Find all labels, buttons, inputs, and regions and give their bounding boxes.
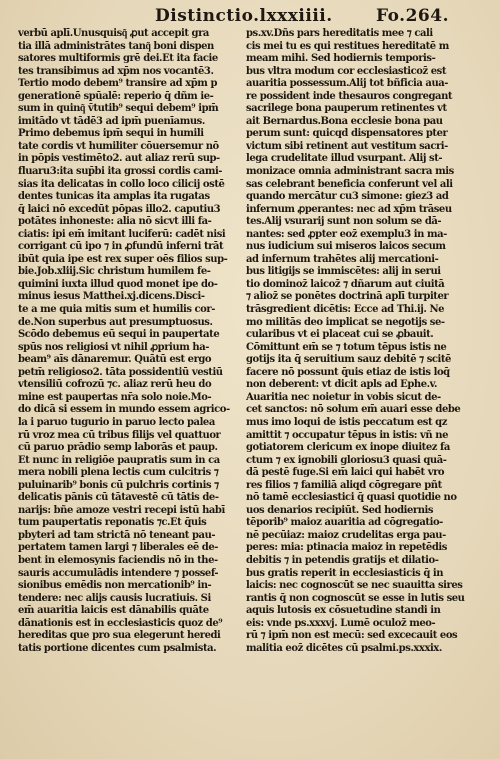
text-line: q̄ laici nō excedūt pōpas illo2. caputiu3 — [18, 203, 221, 215]
text-line: auaritia possessum.Alij tot bñficia aua- — [246, 78, 448, 90]
text-line: bent in elemosynis faciendis nō in the- — [18, 554, 218, 566]
text-line: peres: mia: ptinacia maioz in repetēdis — [246, 542, 447, 554]
text-line: narijs: bñe amoze vestri recepi istū habī — [18, 504, 225, 516]
text-line: puluinarib⁹ bonis cū pulchris cortinis ⁊ — [18, 479, 219, 491]
text-line: beam⁹ aīs dānaremur. Quātū est ergo — [18, 354, 212, 366]
text-line: lega crudelitate illud vsurpant. Alij st- — [246, 153, 443, 165]
text-line: nō tamē ecclesiastici q̄ quasi quotidie no — [246, 492, 457, 504]
text-line: bus litigijs se immiscētes: alij in serui — [246, 266, 441, 278]
text-line: Tertio modo debem⁹ transire ad xp̄m p — [18, 78, 217, 90]
text-line: quando mercātur cu3 simone: giez3 ad — [246, 191, 449, 203]
folio-number: Fo.264. — [376, 6, 450, 26]
text-line: pertatem tamen largi ⁊ liberales eē de- — [18, 542, 218, 554]
text-line: sionibus emēdis non mercationib⁹ in- — [18, 580, 212, 592]
text-line: ctum ⁊ ex ignobili gloriosu3 quasi quā- — [246, 454, 447, 466]
text-line: rantis q̄ non cognoscūt se esse in lutis seu — [246, 592, 465, 604]
text-line: Auaritia nec noietur in vobis sicut de- — [246, 391, 441, 403]
text-line: ⁊ alioz̄ se ponētes doctrinā aplī turpiter — [246, 291, 449, 303]
text-line: tes transibimus ad xp̄m nos vocantē3. — [18, 65, 214, 77]
text-line: potātes inhoneste: alia nō sicvt illi fa- — [18, 216, 212, 228]
text-line: ad infernum trahētes alij mercationi- — [246, 253, 439, 265]
text-line: in pōpis vestimēto2. aut aliaz rerū sup- — [18, 153, 220, 165]
text-line: generationē spūalē: reperio q̄ dñm ie- — [18, 90, 214, 102]
text-line: hereditas que pro sua elegerunt heredi — [18, 630, 221, 642]
text-line: re possident inde thesauros congregant — [246, 90, 453, 102]
text-line: cū paruo prādio semp laborās et paup. — [18, 442, 218, 454]
text-line: nus iudicium sui miseros laicos secum — [246, 241, 446, 253]
text-line: verbū aplī.Unusquisq͂ ꝓut accepit gra — [18, 28, 209, 39]
text-line: corrigant cū ipo ⁊ in ꝓfundū inferni trāt — [18, 241, 224, 253]
text-line: do dicā si essem in mundo essem agrico- — [18, 404, 230, 416]
text-line: res filios ⁊ familiā aliqd cōgregare pñt — [246, 479, 442, 491]
text-line: dānationis est in ecclesiasticis quoz de⁹ — [18, 617, 223, 629]
text-line: fluaru3:ita sup̄bi ita grossi cordis cami- — [18, 166, 223, 178]
text-line: Scōdo debemus eū sequi in paupertate — [18, 329, 220, 341]
text-line: delicatis pānis cū tātavestē cū tātis de- — [18, 492, 219, 504]
text-line: dentes tunicas ita amplas ita rugatas — [18, 191, 210, 203]
text-line: pbyteri ad tam strictā nō teneant pau- — [18, 529, 216, 541]
text-line: satores multiformis grē dei.Et ita facie — [18, 53, 218, 65]
text-line: tēporib⁹ maioz auaritia ad cōgregatio- — [246, 517, 443, 529]
text-line: tate cordis vt humiliter cōuersemur nō — [18, 140, 219, 152]
text-line: dā pestē fuge.Si em̄ laici qui habēt vro — [246, 467, 445, 479]
text-line: malitia eoz̄ dicētes cū psalmi.ps.xxxix. — [246, 642, 442, 654]
text-line: tatis portione dicentes cum psalmista. — [18, 642, 217, 654]
text-line: ps.xv.Dñs pars hereditatis mee ⁊ cali — [246, 28, 433, 39]
text-line: cis mei tu es qui restitues hereditatē m — [246, 40, 449, 52]
text-line: cet sanctos: nō solum em̄ auari esse debe — [246, 404, 461, 416]
text-line: monizace omnia administrant sacra mis — [246, 166, 454, 178]
text-line: mine est paupertas nr̄a solo noie.Mo- — [18, 391, 212, 403]
left-text-column — [18, 28, 243, 655]
text-line: nē pecūiaz: maioz crudelitas erga pau- — [246, 529, 446, 541]
right-text-column — [246, 28, 471, 655]
text-line: mera nobili plena lectis cum culcitris ⁊ — [18, 467, 219, 479]
text-line: victum sibi retinent aut vestitum sacri- — [246, 140, 448, 152]
text-line: gotiatorem clericum ex inope diuitez fa — [246, 442, 450, 454]
text-line: mo militās deo implicat se negotijs se- — [246, 316, 445, 328]
text-line: tio dominoz̄ laicoz̄ ⁊ dñarum aut ciuitā — [246, 278, 445, 290]
text-line: non deberent: vt dicit apls ad Ephe.v. — [246, 379, 438, 391]
text-line: Primo debemus ipm̄ sequi in humili — [18, 128, 204, 140]
text-line: minus iesus Matthei.xj.dicens.Disci- — [18, 291, 205, 303]
text-line: petm̄ religioso2. tāta possidentiū vestiū — [18, 366, 223, 378]
text-line: eis: vnde ps.xxxvj. Lumē oculoz̄ meo- — [246, 617, 436, 629]
text-line: tes.Alij vsurarij sunt non solum se dā- — [246, 216, 442, 228]
text-line: rū ⁊ ipm̄ non est mecū: sed excecauit eos — [246, 630, 458, 642]
text-line: amittit ⁊ occupatur tēpus in istis: vñ ne — [246, 429, 448, 441]
text-line: rū vroz mea cū tribus filijs vel quattuor — [18, 429, 221, 441]
text-line: vtensiliū cofrozū ⁊c. aliaz rerū heu do — [18, 379, 212, 391]
text-line: te a me quia mitis sum et humilis cor- — [18, 304, 215, 316]
page-title: Distinctio.lxxxiiii. — [155, 6, 333, 26]
text-line: perum sunt: quicqd dispensatores pter — [246, 128, 448, 140]
text-line: bus vltra modum cor ecclesiasticoz̄ est — [246, 65, 447, 77]
text-line: ciatis: ipi em̄ imitant luciferū: cadēt nisi — [18, 228, 226, 240]
text-line: sum in quinq͂ v̄tutib⁹ sequi debem⁹ ipm̄ — [18, 103, 219, 115]
text-line: sas celebrant beneficia conferunt vel ali — [246, 178, 453, 190]
text-line: spūs nos religiosi vt nihil ꝓprium ha- — [18, 341, 209, 353]
text-line: imitādo vt tādē3 ad ipm̄ puenīamus. — [18, 115, 205, 127]
text-line: sacrilege bona pauperum retinentes vt — [246, 103, 447, 115]
text-line: bus gratis reperit in ecclesiasticis q̄ in — [246, 567, 444, 579]
text-line: facere nō possunt q̄uis etiaz de istis loq̄ — [246, 366, 450, 378]
text-line: aquis lutosis ex cōsuetudine standi in — [246, 605, 441, 617]
running-head — [0, 4, 500, 28]
text-line: sias ita delicatas in collo loco cilicij ostē — [18, 178, 225, 190]
text-line: sauris accumulādis intendere ⁊ possef- — [18, 567, 219, 579]
text-line: infernum ꝓperantes: nec ad xp̄m trāseu — [246, 203, 452, 215]
text-line: bie.Job.xliij.Sic christum humilem fe- — [18, 266, 211, 278]
text-line: ibūt quia ipe est rex super oēs filios sup- — [18, 253, 228, 265]
text-line: laicis: nec cognoscūt se nec suauitta sires — [246, 580, 463, 592]
text-line: Et nunc in religiōe paupratis sum in ca — [18, 454, 220, 466]
text-line: quimini iuxta illud quod monet ipe do- — [18, 278, 218, 290]
text-line: nantes: sed ꝓpter eoz̄ exemplu3 in ma- — [246, 228, 447, 240]
text-line: tum paupertatis reponatis ⁊c.Et q̄uis — [18, 517, 207, 529]
text-line: Cōmittunt em̄ se ⁊ totum tēpus istis ne — [246, 341, 447, 353]
text-line: uos denarios recipiūt. Sed hodiernis — [246, 504, 434, 516]
text-line: cularibus vt ei placeat cui se ꝓbauit. — [246, 329, 434, 341]
text-line: tendere: nec alijs causis lucratiuis. Si — [18, 592, 211, 604]
text-line: em̄ auaritia laicis est dānabilis quāte — [18, 605, 209, 617]
text-line: ait Bernardus.Bona ecclesie bona pau — [246, 115, 443, 127]
text-line: gotijs ita q̄ seruitium sauz debitē ⁊ scitē — [246, 354, 451, 366]
text-line: de.Non superbus aut presumptuosus. — [18, 316, 213, 328]
text-line: trāsgredient̄ dicētis: Ecce ad Thi.ij. Ne — [246, 304, 445, 316]
text-line: debitis ⁊ in petendis gratijs et dilatio- — [246, 554, 439, 566]
text-line: tia illā administrātes tanq͂ boni dispen — [18, 40, 214, 52]
text-line: mus imo loqui de istis peccatum est qz — [246, 416, 447, 428]
text-line: la i paruo tugurio in paruo lecto palea — [18, 416, 215, 428]
text-line: meam mihi. Sed hodiernis temporis- — [246, 53, 436, 65]
